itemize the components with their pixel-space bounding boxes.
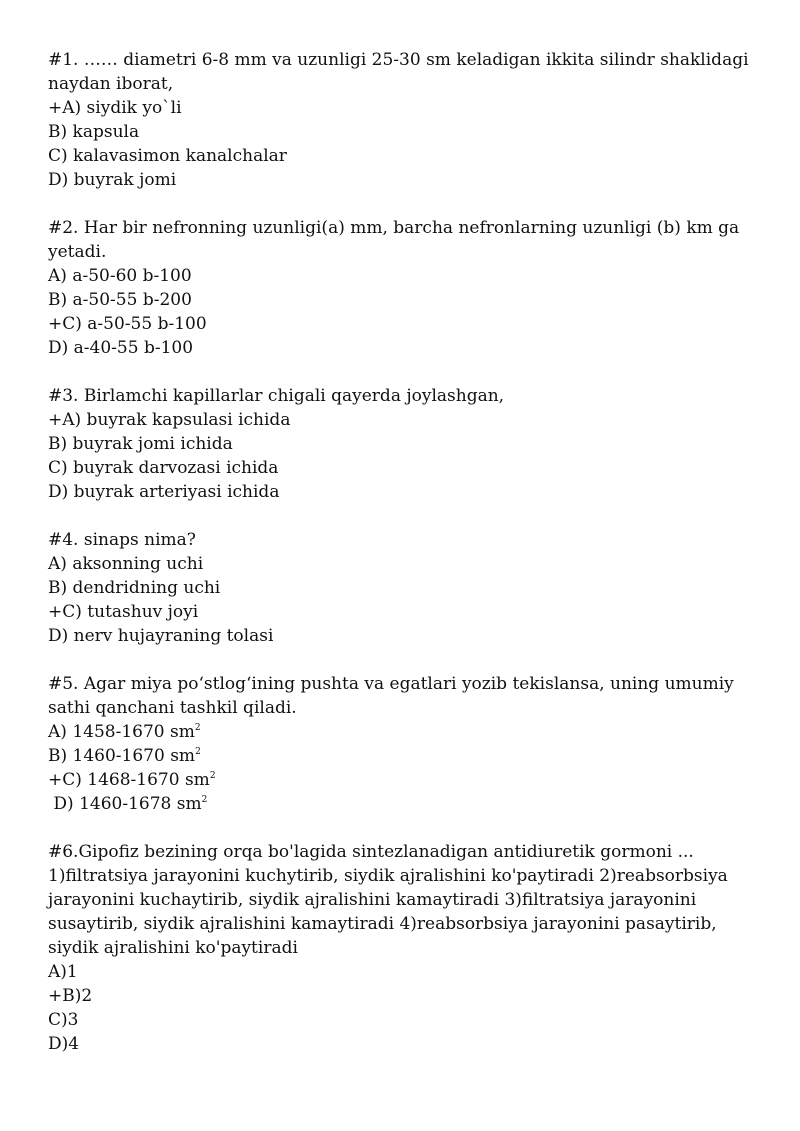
superscript: 2 [194, 723, 201, 733]
answer-option: +C) tutashuv joyi [48, 602, 199, 622]
question-stem: #5. Agar miya po‘stlog‘ining pushta va egatlari yozib tekislansa, uning umumiy sathi qanchani tashkil qiladi. [48, 674, 734, 718]
answer-option-text: +C) 1468-1670 sm [48, 770, 210, 790]
answer-option: +B)2 [48, 986, 93, 1006]
question-4 [48, 528, 760, 648]
answer-option: D) nerv hujayraning tolasi [48, 626, 274, 646]
answer-option: B) dendridning uchi [48, 578, 221, 598]
answer-option: B) buyrak jomi ichida [48, 434, 233, 454]
superscript: 2 [201, 795, 208, 805]
answer-option: A) aksonning uchi [48, 554, 204, 574]
answer-option [48, 792, 760, 816]
question-5 [48, 672, 760, 816]
answer-option: C) buyrak darvozasi ichida [48, 458, 279, 478]
question-2 [48, 216, 760, 360]
question-6 [48, 840, 760, 1056]
answer-option-text: D) 1460-1678 sm [48, 794, 202, 814]
document-page [48, 48, 760, 1080]
answer-option: B) kapsula [48, 122, 140, 142]
answer-option: D) buyrak arteriyasi ichida [48, 482, 280, 502]
answer-option: C) kalavasimon kanalchalar [48, 146, 287, 166]
question-3 [48, 384, 760, 504]
answer-option: +A) siydik yo`li [48, 98, 182, 118]
superscript: 2 [209, 771, 216, 781]
answer-option: C)3 [48, 1010, 79, 1030]
answer-option [48, 768, 760, 792]
answer-option [48, 720, 760, 744]
answer-option-text: A) 1458-1670 sm [48, 722, 195, 742]
question-stem: #2. Har bir nefronning uzunligi(a) mm, barcha nefronlarning uzunligi (b) km ga yetadi. [48, 218, 740, 262]
answer-option-text: B) 1460-1670 sm [48, 746, 196, 766]
answer-option: +C) a-50-55 b-100 [48, 314, 207, 334]
answer-option: D) a-40-55 b-100 [48, 338, 194, 358]
answer-option: D) buyrak jomi [48, 170, 177, 190]
answer-option: A) a-50-60 b-100 [48, 266, 192, 286]
question-stem: #6.Gipofiz bezining orqa bo'lagida sintezlanadigan antidiuretik gormoni ... 1)filtratsiya jarayonini kuchytirib, siydik ajralishini ko'paytiradi 2)reabsorbsiya jarayonini kuchaytirib, siydik ajralishini kamaytiradi 3)filtratsiya jarayonini susaytirib, siydik ajralishini kamaytiradi 4)reabsorbsiya jarayonini pasaytirib, siydik ajralishini ko'paytiradi [48, 842, 728, 958]
question-stem: #3. Birlamchi kapillarlar chigali qayerda joylashgan, [48, 386, 505, 406]
question-1 [48, 48, 760, 192]
question-stem: #1. …… diametri 6-8 mm va uzunligi 25-30 sm keladigan ikkita silindr shaklidagi naydan iborat, [48, 50, 749, 94]
answer-option: B) a-50-55 b-200 [48, 290, 192, 310]
answer-option: D)4 [48, 1034, 80, 1054]
answer-option: +A) buyrak kapsulasi ichida [48, 410, 291, 430]
answer-option: A)1 [48, 962, 78, 982]
question-stem: #4. sinaps nima? [48, 530, 196, 550]
superscript: 2 [195, 747, 201, 757]
answer-option [48, 744, 760, 768]
